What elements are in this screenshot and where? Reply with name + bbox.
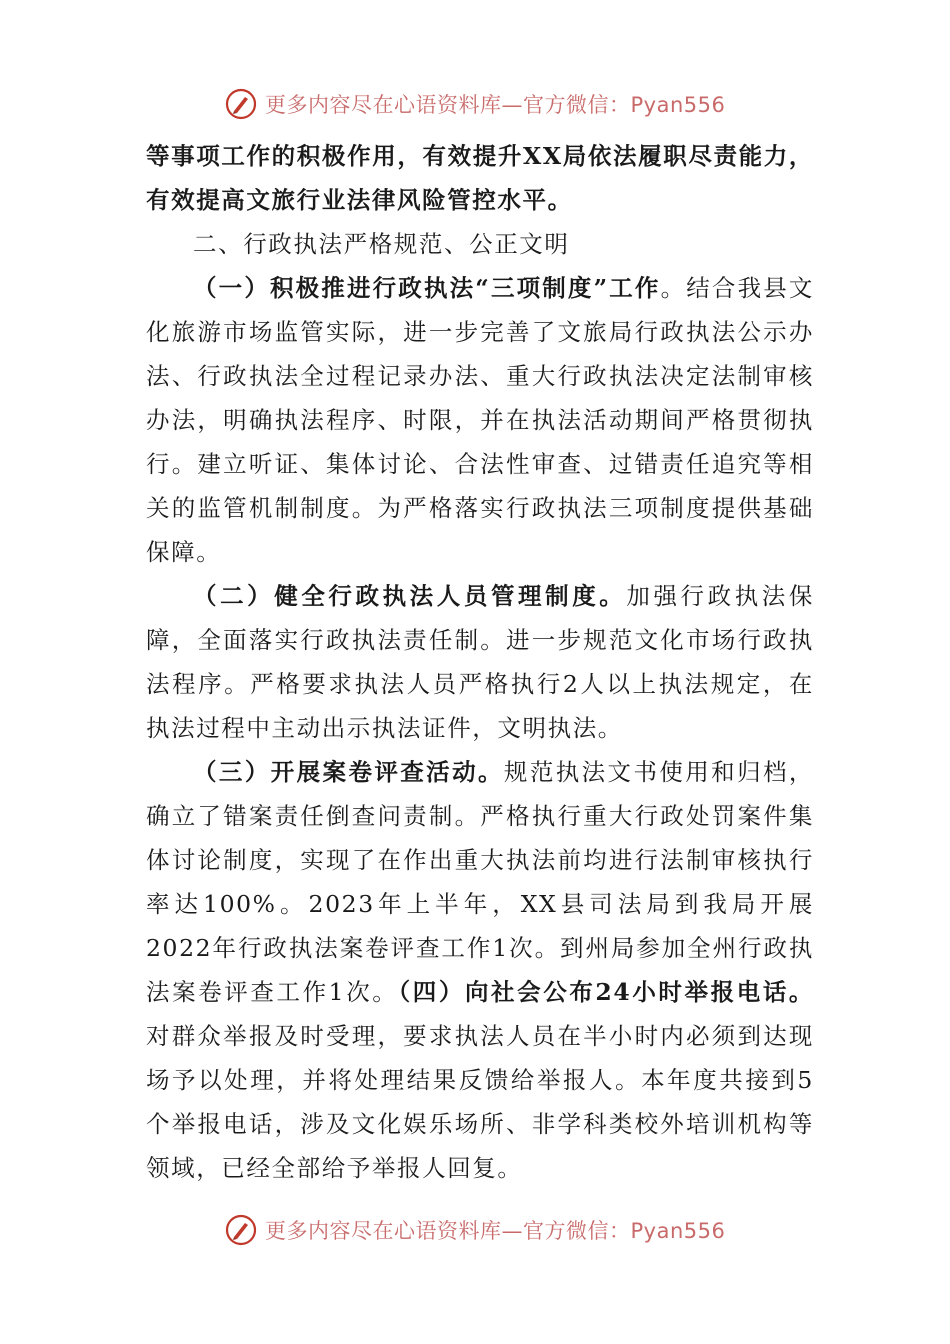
paragraph-three-systems [146,266,814,574]
section-heading-text: 二、行政执法严格规范、公正文明 [193,230,570,258]
pen-circle-icon [225,88,257,120]
paragraph-text: 。结合我县文化旅游市场监管实际，进一步完善了文旅局行政执法公示办法、行政执法全过程记录办法、重大行政执法决定法制审核办法，明确执法程序、时限，并在执法活动期间严格贯彻执行。建立听证、集体讨论、合法性审查、过错责任追究等相关的监管机制制度。为严格落实行政执法三项制度提供基础保障。 [146,274,814,566]
paragraph-personnel-management [146,574,814,750]
document-body [146,134,814,1190]
pen-circle-icon [225,1214,257,1246]
paragraph-text: 等事项工作的积极作用，有效提升XX局依法履职尽责能力，有效提高文旅行业法律风险管控水平。 [146,142,814,214]
paragraph-case-review [146,750,814,1190]
paragraph-text-hotline: 对群众举报及时受理，要求执法人员在半小时内必须到达现场予以处理，并将处理结果反馈给举报人。本年度共接到5个举报电话，涉及文化娱乐场所、非学科类校外培训机构等领域，已经全部给予举报人回复。 [146,1022,814,1182]
paragraph-text: 规范执法文书使用和归档，确立了错案责任倒查问责制。严格执行重大行政处罚案件集体讨论制度，实现了在作出重大执法前均进行法制审核执行率达100%。2023年上半年，XX县司法局到我局开展2022年行政执法案卷评查工作1次。到州局参加全州行政执法案卷评查工作1次。 [146,758,814,1006]
paragraph-lead: （二）健全行政执法人员管理制度。 [193,582,627,610]
section-heading [146,222,814,266]
watermark-bottom [225,1210,745,1250]
paragraph-lead: （一）积极推进行政执法“三项制度”工作 [193,274,661,302]
paragraph-text: 加强行政执法保障，全面落实行政执法责任制。进一步规范文化市场行政执法程序。严格要求执法人员严格执行2人以上执法规定，在执法过程中主动出示执法证件，文明执法。 [146,582,814,742]
watermark-top [225,84,745,124]
watermark-text: 更多内容尽在心语资料库—官方微信：Pyan556 [265,1219,726,1243]
watermark-text: 更多内容尽在心语资料库—官方微信：Pyan556 [265,93,726,117]
paragraph-continuation [146,134,814,222]
paragraph-lead-hotline: （四）向社会公布24小时举报电话。 [398,978,815,1006]
paragraph-lead: （三）开展案卷评查活动。 [193,758,504,786]
